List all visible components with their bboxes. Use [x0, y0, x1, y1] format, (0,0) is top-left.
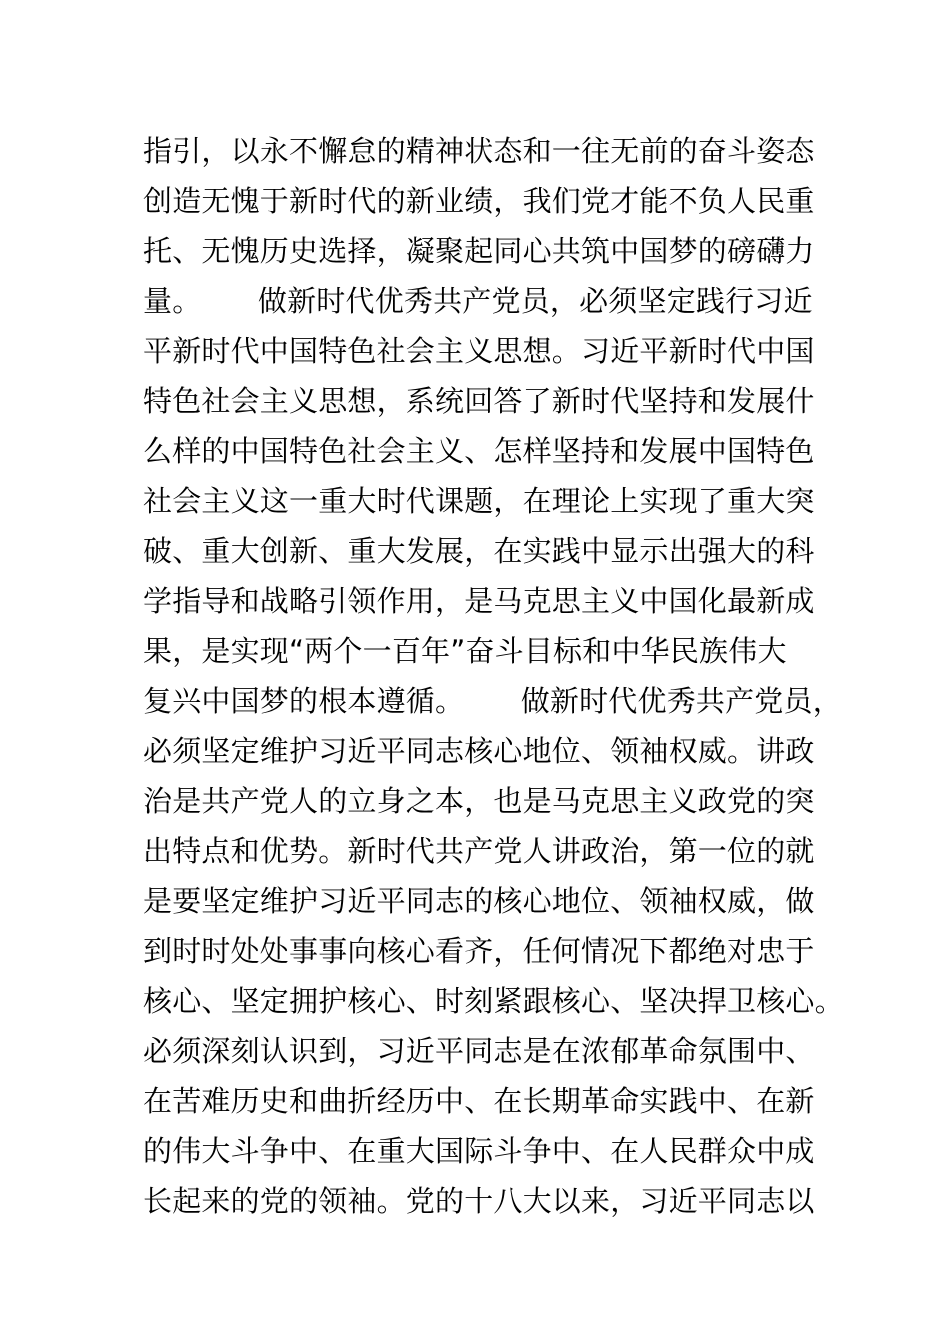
text-line: 治是共产党人的立身之本，也是马克思主义政党的突	[143, 784, 815, 818]
text-line: 果，是实现“两个一百年”奋斗目标和中华民族伟大	[143, 634, 787, 668]
text-line: 创造无愧于新时代的新业绩，我们党才能不负人民重	[143, 184, 815, 218]
text-line: 破、重大创新、重大发展，在实践中显示出强大的科	[143, 534, 815, 568]
text-line: 平新时代中国特色社会主义思想。习近平新时代中国	[143, 334, 815, 368]
text-line: 是要坚定维护习近平同志的核心地位、领袖权威，做	[143, 884, 815, 918]
text-line: 到时时处处事事向核心看齐，任何情况下都绝对忠于	[143, 934, 815, 968]
text-line: 托、无愧历史选择，凝聚起同心共筑中国梦的磅礴力	[143, 234, 815, 268]
text-line: 必须坚定维护习近平同志核心地位、领袖权威。讲政	[143, 734, 815, 768]
text-line: 出特点和优势。新时代共产党人讲政治，第一位的就	[143, 834, 815, 868]
body-text	[143, 126, 844, 1226]
text-line: 社会主义这一重大时代课题，在理论上实现了重大突	[143, 484, 815, 518]
text-line: 么样的中国特色社会主义、怎样坚持和发展中国特色	[143, 434, 815, 468]
text-line: 量。 做新时代优秀共产党员，必须坚定践行习近	[143, 284, 813, 318]
text-line: 在苦难历史和曲折经历中、在长期革命实践中、在新	[143, 1084, 815, 1118]
text-line: 的伟大斗争中、在重大国际斗争中、在人民群众中成	[143, 1134, 815, 1168]
text-line: 核心、坚定拥护核心、时刻紧跟核心、坚决捍卫核心。	[143, 984, 844, 1018]
text-line: 复兴中国梦的根本遵循。 做新时代优秀共产党员，	[143, 684, 842, 718]
text-line: 长起来的党的领袖。党的十八大以来，习近平同志以	[143, 1184, 815, 1218]
text-line: 特色社会主义思想，系统回答了新时代坚持和发展什	[143, 384, 815, 418]
text-line: 指引，以永不懈怠的精神状态和一往无前的奋斗姿态	[143, 134, 815, 168]
text-line: 学指导和战略引领作用，是马克思主义中国化最新成	[143, 584, 815, 618]
text-line: 必须深刻认识到，习近平同志是在浓郁革命氛围中、	[143, 1034, 815, 1068]
